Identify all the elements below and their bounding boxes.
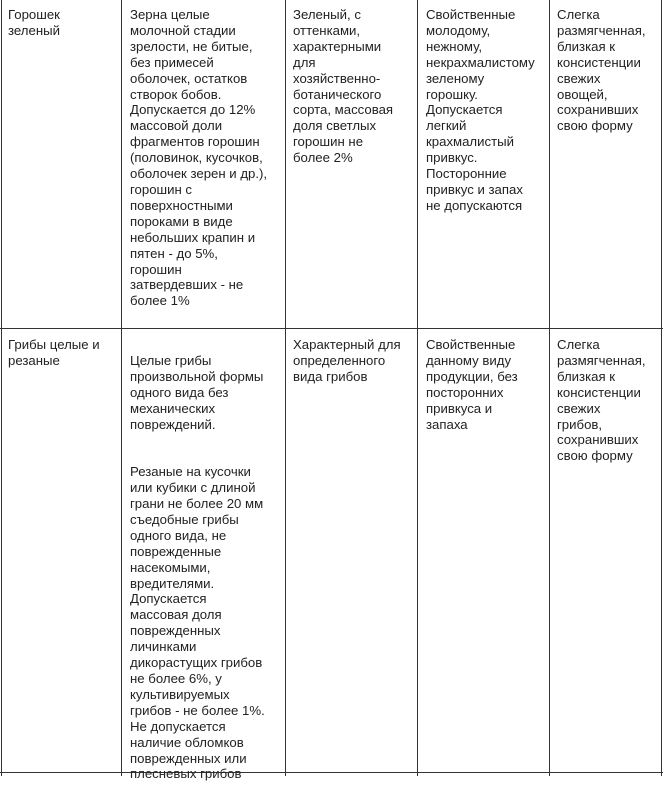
table-cell-product: Горошек зеленый [8, 7, 60, 38]
table-border-bottom [0, 772, 663, 773]
column-divider-3 [417, 0, 418, 776]
appearance-paragraph: Целые грибы произвольной формы одного вида без механических повреждений. [130, 352, 264, 432]
table-cell-taste: Свойственные молодому, нежному, некрахмалистому зеленому горошку. Допускается легкий крахмалистый привкус. Посторонние привкус и запах не допускаются [426, 7, 535, 213]
table-cell-appearance [130, 337, 265, 798]
table-cell-color: Характерный для определенного вида грибов [293, 337, 401, 384]
table-border-left [1, 0, 2, 776]
column-divider-2 [285, 0, 286, 776]
table-cell-consistency: Слегка размягченная, близкая к консистенции свежих овощей, сохранивших свою форму [557, 7, 646, 134]
row-divider [0, 328, 663, 329]
column-divider-4 [549, 0, 550, 776]
table-border-right [661, 0, 662, 776]
table-cell-appearance: Зерна целые молочной стадии зрелости, не битые, без примесей оболочек, остатков створок бобов. Допускается до 12% массовой доли фрагментов горошин (половинок, кусочков, оболочек зерен и др.), горошин с поверхностными пороками в виде небольших крапин и пятен - до 5%, горошин затвердевших - не более 1% [130, 7, 268, 309]
table-cell-color: Зеленый, с оттенками, характерными для хозяйственно- ботанического сорта, массовая доля светлых горошин не более 2% [293, 7, 394, 166]
column-divider-1 [121, 0, 122, 776]
table-cell-consistency: Слегка размягченная, близкая к консистенции свежих грибов, сохранивших свою форму [557, 337, 646, 464]
table-cell-product: Грибы целые и резаные [8, 337, 100, 368]
appearance-paragraph: Резаные на кусочки или кубики с длиной грани не более 20 мм съедобные грибы одного вида, не поврежденные насекомыми, вредителями. Допускается массовая доля поврежденных личинками дикорастущих грибов не более 6%, у культивируемых грибов - не более 1%. Не допускается наличие обломков поврежденных или плесневых грибов [130, 464, 265, 782]
table-cell-taste: Свойственные данному виду продукции, без посторонних привкуса и запаха [426, 337, 518, 432]
